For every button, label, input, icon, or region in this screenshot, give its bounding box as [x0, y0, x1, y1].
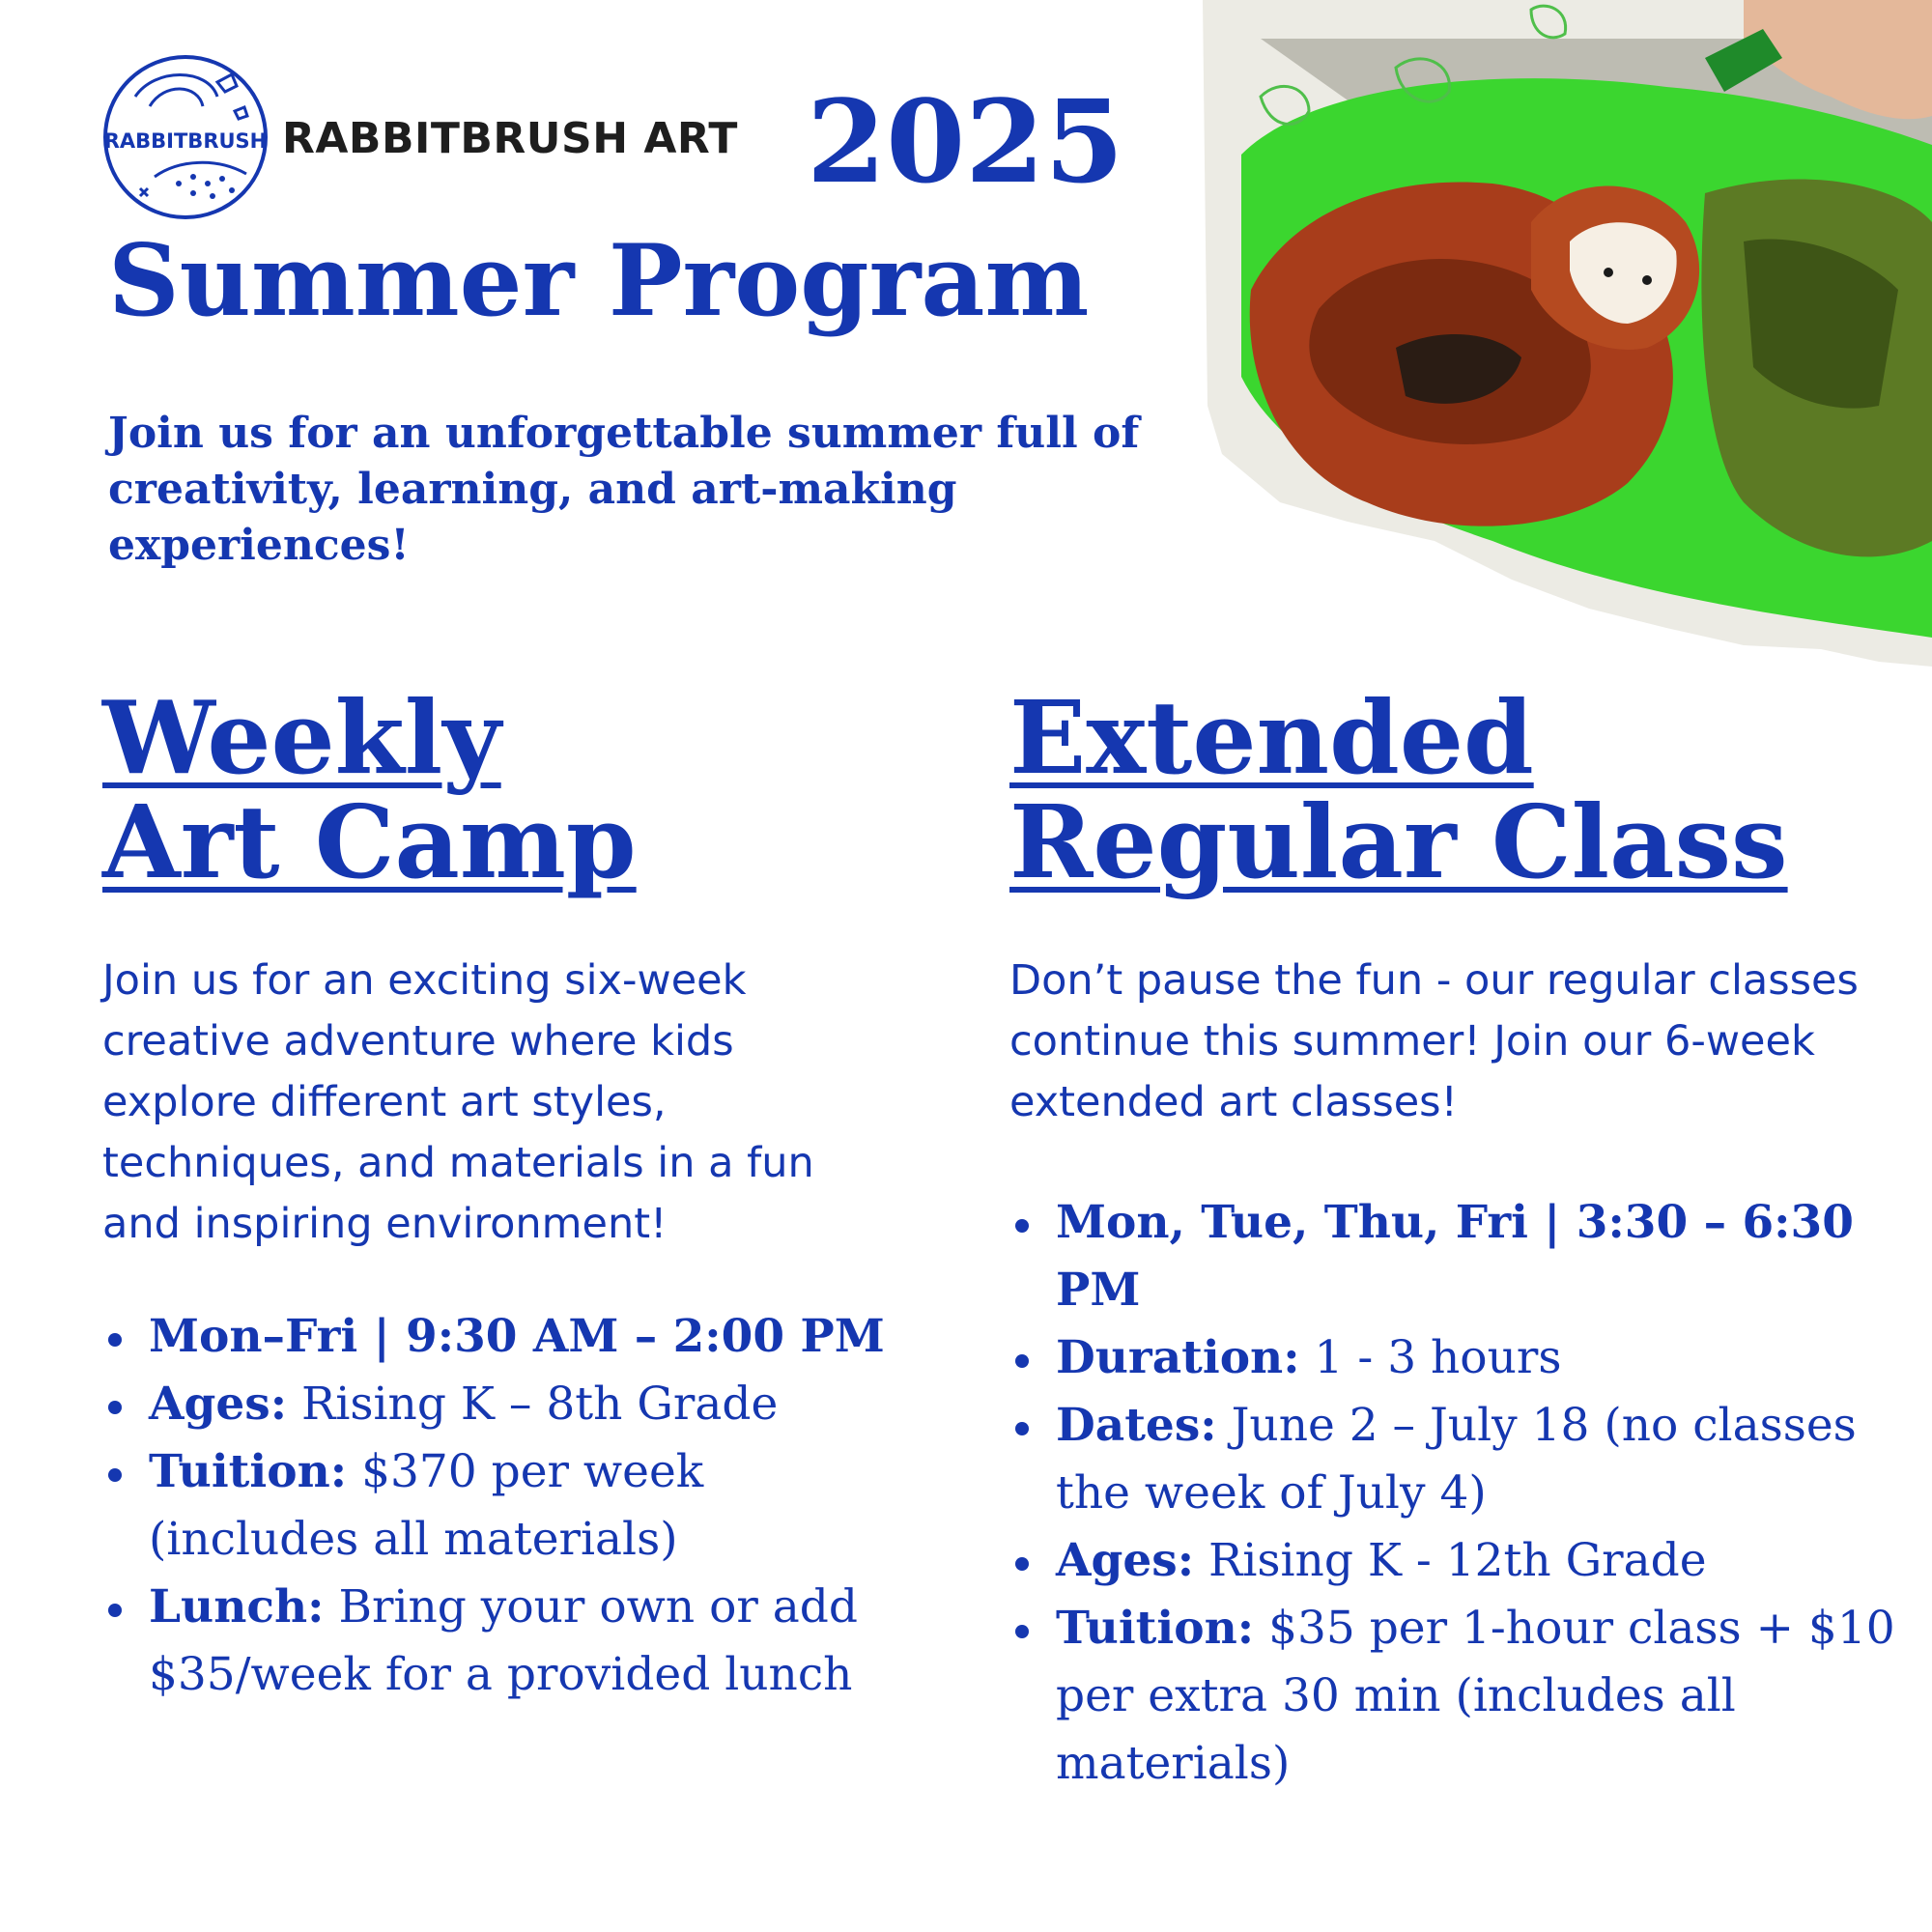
list-item: Duration: 1 - 3 hours: [1009, 1324, 1908, 1392]
year-heading: 2025: [807, 74, 1124, 209]
extended-regular-class-heading: Extended Regular Class: [1009, 678, 1788, 901]
weekly-art-camp-section: [102, 678, 895, 1709]
intro-text: Join us for an unforgettable summer full of creativity, learning, and art-making experiences!: [108, 409, 1140, 570]
list-item: Ages: Rising K - 12th Grade: [1009, 1527, 1908, 1595]
list-item: Mon, Tue, Thu, Fri | 3:30 – 6:30 PM: [1009, 1189, 1908, 1324]
extended-regular-class-description: Don’t pause the fun - our regular classes continue this summer! Join our 6-week extended art classes!: [1009, 956, 1859, 1126]
extended-regular-class-details: [1009, 1189, 1908, 1798]
list-item: Tuition: $370 per week (includes all materials): [102, 1438, 895, 1574]
logo-text: RABBITBRUSH: [103, 129, 268, 153]
rabbitbrush-logo: [101, 53, 270, 221]
list-item: Ages: Rising K – 8th Grade: [102, 1371, 895, 1438]
weekly-art-camp-details: [102, 1303, 895, 1709]
list-item: Lunch: Bring your own or add $35/week for a provided lunch: [102, 1574, 895, 1709]
program-title: Summer Program: [108, 223, 1090, 339]
weekly-art-camp-description: Join us for an exciting six-week creative adventure where kids explore different art styles, techniques, and materials in a fun and inspiring environment!: [102, 956, 814, 1248]
extended-regular-class-section: [1009, 678, 1908, 1798]
list-item: Mon–Fri | 9:30 AM – 2:00 PM: [102, 1303, 895, 1371]
list-item: Tuition: $35 per 1-hour class + $10 per extra 30 min (includes all materials): [1009, 1595, 1908, 1798]
red-panda-artwork: [1203, 0, 1932, 667]
list-item: Dates: June 2 – July 18 (no classes the week of July 4): [1009, 1392, 1908, 1527]
weekly-art-camp-heading: Weekly Art Camp: [102, 678, 637, 901]
brand-name: RABBITBRUSH ART: [282, 114, 738, 163]
